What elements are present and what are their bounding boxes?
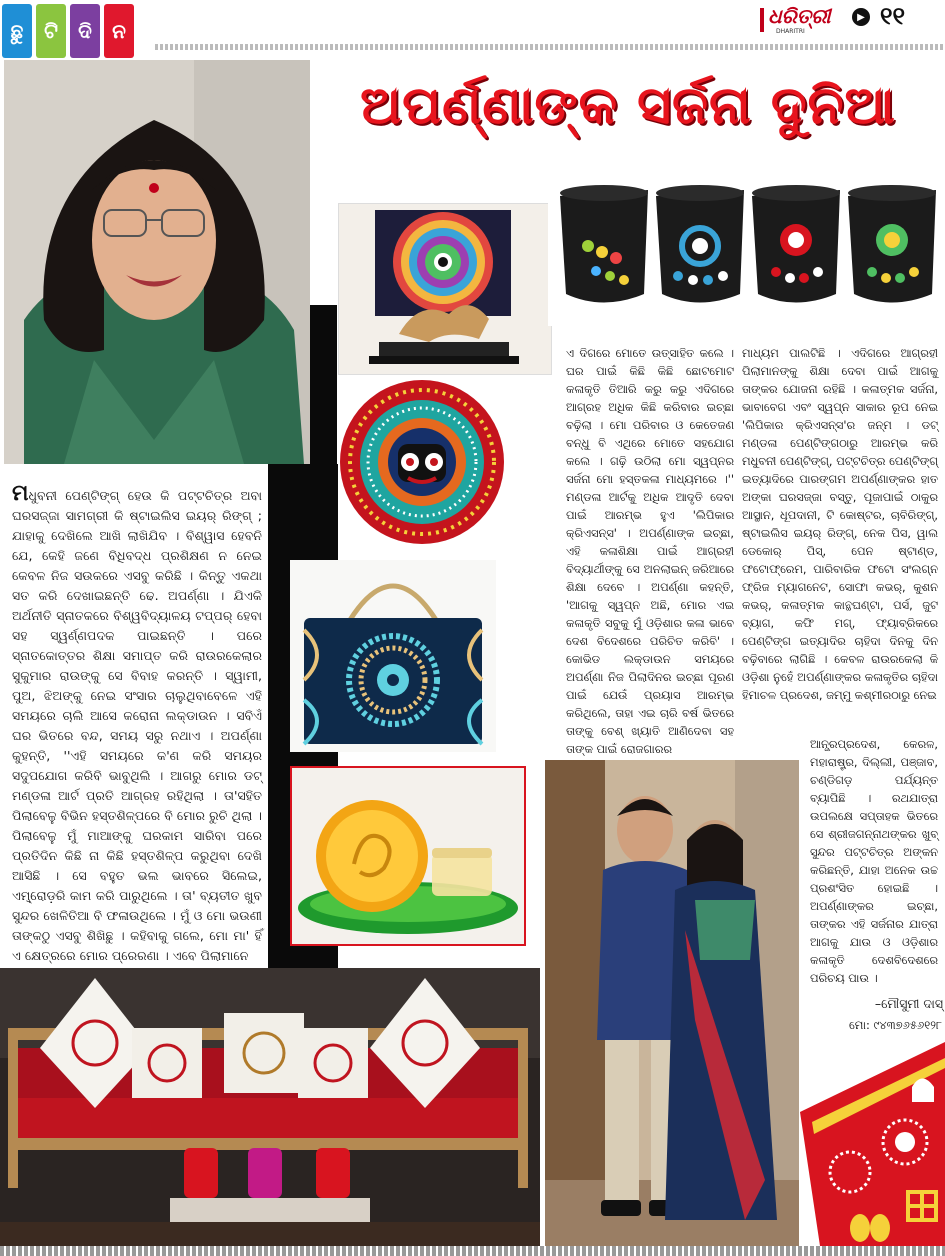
section-tab-3: ଦି (70, 4, 100, 58)
resin-tray-illustration (292, 768, 524, 944)
middle-column (566, 344, 734, 758)
couple-photo (545, 760, 799, 1246)
right-column (742, 344, 938, 704)
brand-mark (760, 8, 764, 32)
portrait-illustration (4, 60, 310, 464)
header-stripe (155, 44, 945, 50)
byline-author: –ମୌସୁମୀ ଦାସ୍ (874, 996, 943, 1011)
lower-right-column (810, 735, 938, 987)
middle-column-text: ଏ ଦିଗରେ ମୋତେ ଉତ୍ସାହିତ କଲେ । ଘର ପାଇଁ କିଛି କିଛି ଛୋଟମୋଟ କଳାକୃତି ତିଆରି କରୁ କରୁ ଏଦିଗରେ ଆଗ୍ରହ ଅଧିକ କିଛି କରିବାର ଇଚ୍ଛା ବଢ଼ିଲା । ମୋ ପରିବାର ଓ କେତେଜଣ ବନ୍ଧୁ ବି ଏଥିରେ ମୋତେ ସହଯୋଗ କଲେ । ଗଢ଼ି ଉଠିଲା ମୋ ସ୍ୱପ୍ନର ସର୍ଜନା ମୋ ହସ୍ତକଳା ମାଧ୍ୟମରେ ।'' ମଣ୍ଡଳା ଆର୍ଟକୁ ଅଧିକ ଆଦୃତି ଦେବା ପାଇଁ ଆରମ୍ଭ ହୁଏ 'ଲିପିକାର କ୍ରିଏସନ୍ସ' । ଅପର୍ଣ୍ଣାଙ୍କ ଇଚ୍ଛା, ଏହି କଳାଶିକ୍ଷା ପାଇଁ ଆଗ୍ରହୀ ବିଦ୍ୟାର୍ଥୀଙ୍କୁ ସେ ଅନଲାଇନ୍ ଜରିଆରେ ଶିକ୍ଷା ଦେବେ । ଅପର୍ଣ୍ଣା କହନ୍ତି, 'ଆଗକୁ ସ୍ୱପ୍ନ ଅଛି, ମୋର ଏଇ କଳାକୃତି ସବୁକୁ ମୁଁ ଓଡ଼ିଶାର କଳା ଭାବେ ଦେଶ ବିଦେଶରେ ପରିଚିତ କରିବି' । କୋଭିଡ ଲକ୍ଡାଉନ ସମୟରେ ଅପର୍ଣ୍ଣା ନିଜ ପିଲାଦିନର ଇଚ୍ଛା ପୂରଣ ପାଇଁ ଯେଉଁ ପ୍ରୟାସ ଆରମ୍ଭ କରିଥିଲେ, ତାହା ଏଇ ଚାରି ବର୍ଷ ଭିତରେ ତାଙ୍କୁ ବେଶ୍ ଖ୍ୟାତି ଆଣିଦେବା ସହ ତାଙ୍କ ପାଇଁ ରୋଜଗାରର (566, 346, 734, 756)
drop-cap: ମ (12, 481, 29, 506)
alpona-fabric-illustration (800, 1042, 945, 1246)
brand-logo: ଧରିତ୍ରୀ (768, 4, 831, 28)
section-tab-2: ଟି (36, 4, 66, 58)
resin-tray-photo (290, 766, 526, 946)
page-number: ୧୧ (880, 2, 906, 30)
left-column (12, 481, 262, 966)
mandala-wallart-illustration (339, 204, 551, 374)
section-tab-4: ନ (104, 4, 134, 58)
headline: ଅପର୍ଣ୍ଣାଙ୍କ ସର୍ଜନା ଦୁନିଆ (360, 76, 896, 136)
right-column-text: ମାଧ୍ୟମ ପାଲଟିଛି । ଏଦିଗରେ ଆଗ୍ରହୀ ପିଲାମାନଙ୍କୁ ଶିକ୍ଷା ଦେବା ପାଇଁ ଆଗକୁ ତାଙ୍କର ଯୋଜନା ରହିଛି । କଳାତ୍ମକ ସର୍ଜନା, ଭାବାବେଗ ଏବଂ ସ୍ୱପ୍ନ ସାକାର ରୂପ ନେଇ 'ଲିପିକାର କ୍ରିଏସନ୍ସ'ର ଜନ୍ମ । ଡଟ୍ ମଣ୍ଡଳା ପେଣ୍ଟିଙ୍ଗଠାରୁ ଆରମ୍ଭ କରି ମଧୁବନୀ ପେଣ୍ଟିଙ୍ଗ୍, ପଟ୍ଟଚିତ୍ର ପେଣ୍ଟିଙ୍ଗ୍ ଇତ୍ୟାଦିରେ ପାରଙ୍ଗମ ଅପର୍ଣ୍ଣାଙ୍କର ହାତ ଅଙ୍କା ଘରସଜ୍ଜା ବସ୍ତୁ, ପୂଜାପାଇଁ ଠାକୁର ଆସ୍ଥାନ, ଧୂପଦାନୀ, ଟି କୋଷ୍ଟର, ଚାବିରିଙ୍ଗ୍, ଷ୍ଟାଇଲିସ ଇୟର୍ ରିଙ୍ଗ୍, ନେକ ପିସ, ୱାଲ ଡେକୋର୍ ପିସ୍, ପେନ ଷ୍ଟାଣ୍ଡ, ଫଟୋଫ୍ରେମ, ପାରିବାରିକ ଫଟୋ ସଂଲଗ୍ନ ଫ୍ରିଜ ମ୍ୟାଗନେଟ, ସୋଫା କଭର୍, କୁଶନ କଭର୍, କଳାତ୍ମକ କାନ୍ଥଘଣ୍ଟା, ପର୍ସ, ଜୁଟ ବ୍ୟାଗ, କଫି ମଗ୍, ଫ୍ୟାବ୍ରିକରେ ପେଣ୍ଟିଙ୍ଗ ଇତ୍ୟାଦିର ଚାହିଦା ଦିନକୁ ଦିନ ବଢ଼ିବାରେ ଲାଗିଛି । କେବଳ ରାଉରକେଲା କି ଓଡ଼ିଶା ନୁହେଁ ଅପର୍ଣ୍ଣାଙ୍କର କଳାକୃତିର ଚାହିଦା ହିମାଚଳ ପ୍ରଦେଶ, ଜମ୍ମୁ କଶ୍ମୀରଠାରୁ ନେଇ (742, 346, 938, 702)
jagannath-mandala-illustration (338, 378, 506, 546)
left-column-text: ଧୁବନୀ ପେଣ୍ଟିଙ୍ଗ୍ ହେଉ କି ପଟ୍ଟଚିତ୍ର ଅବା ଘରସଜ୍ଜା ସାମଗ୍ରୀ କି ଷ୍ଟାଇଲିସ ଇୟର୍ ରିଙ୍ଗ୍ ; ଯାହାକୁ ଦେଖିଲେ ଆଖି ଲାଖିଯିବ । ବିଶ୍ୱାସ ହେବନି ଯେ, କେହି ଜଣେ ବିଧିବଦ୍ଧ ପ୍ରଶିକ୍ଷଣ ନ ନେଇ କେବଳ ନିଜ ସଉକରେ ଏସବୁ କରିଛି । କିନ୍ତୁ ଏକଥା ସତ କରି ଦେଖାଇଛନ୍ତି ଢେ. ଅପର୍ଣ୍ଣା । ଯିଏକି ଅର୍ଥନୀତି ସ୍ନାତକରେ ବିଶ୍ୱବିଦ୍ୟାଳୟ ଟପ୍ପର୍ ହେବା ସହ ସ୍ୱର୍ଣ୍ଣପଦକ ପାଇଛନ୍ତି । ପରେ ସ୍ନାତକୋତ୍ତର ଶିକ୍ଷା ସମାପ୍ତ କରି ରାଉରକେଲାର ସୁକୁମାର ରାଉଙ୍କୁ ସେ ବିବାହ କରନ୍ତି । ସ୍ୱାମୀ, ପୁଅ, ଝିଅଙ୍କୁ ନେଇ ସଂସାର ଚାଲୁଥିବାବେଳେ ଏହି ସମୟରେ ଚାଲି ଆସେ କରୋନା ଲକ୍ଡାଉନ । ସବିଏଁ ଘର ଭିତରେ ବନ୍ଦ, ସମୟ ସରୁ ନଥାଏ । ଅପର୍ଣ୍ଣା କୁହନ୍ତି, ''ଏହି ସମୟରେ କ'ଣ କରି ସମୟର ସଦୁପଯୋଗ କରିବି ଭାବୁଥିଲି । ଆଗରୁ ମୋର ଡଟ୍ ମଣ୍ଡଳା ଆର୍ଟ ପ୍ରତି ଆଗ୍ରହ ରହିଥିଲା । ତା'ସହିତ ପିଲାବେଳୁ ବିଭିନ ହସ୍ତଶିଳ୍ପରେ ବି ମୋର ରୁଚି ଥିଲା । ପିଲାବେଳୁ ମୁଁ ମାଆଙ୍କୁ ଘରକାମ ସାରିବା ପରେ ପ୍ରତିଦିନ କିଛି ନା କିଛି ହସ୍ତଶିଳ୍ପ କରୁଥିବା ଦେଖି ଆସିଛି । ସେ ବହୁତ ଭଲ ଭାବରେ ସିଲେଇ, ଏମ୍ବ୍ରୋଡ଼ରି କାମ କରି ପାରୁଥିଲେ । ତା' ବ୍ୟତୀତ ଖୁବ ସୁନ୍ଦର ଖେଳିତିଆ ବି ଫଳାଉଥିଲେ । ମୁଁ ଓ ମୋ ଭଉଣୀ ତାଙ୍କଠୁ ଏସବୁ ଶିଖିଛୁ । କହିବାକୁ ଗଲେ, ମୋ ମା' ହିଁ ଏ କ୍ଷେତ୍ରରେ ମୋର ପ୍ରେରଣା । ଏବେ ପିଲାମାନେ (12, 488, 262, 963)
mandala-wallart-photo (338, 203, 552, 375)
byline-phone: ମୋ: ୯୪୩୭୬୫୬୧୨୮ (848, 1018, 942, 1032)
purse-photo (290, 560, 496, 752)
mugs-photo (548, 176, 940, 326)
section-tab-1: ଛୁ (2, 4, 32, 58)
cushions-illustration (0, 968, 540, 1246)
cushions-photo (0, 968, 540, 1246)
brand-sub: DHARITRI (776, 28, 805, 35)
jagannath-mandala-photo (338, 378, 506, 546)
portrait-photo (4, 60, 310, 464)
purse-illustration (290, 560, 496, 752)
alpona-fabric-photo (800, 1042, 945, 1246)
lower-right-column-text: ଆନ୍ଧ୍ରପ୍ରଦେଶ, କେରଳ, ମହାରାଷ୍ଟ୍ର, ଦିଲ୍ଲୀ, ପଞ୍ଜାବ, ଚଣ୍ଡିଗଡ଼ ପର୍ଯ୍ୟନ୍ତ ବ୍ୟାପିଛି । ରଥଯାତ୍ରା ଉପଲକ୍ଷେ ସପ୍ତାହକ ଭିତରେ ସେ ଶ୍ରୀଜଗନ୍ନାଥଙ୍କର ଖୁବ୍ ସୁନ୍ଦର ପଟ୍ଟଚିତ୍ର ଅଙ୍କନ କରିଛନ୍ତି, ଯାହା ଅନେକ ଉଚ୍ଚ ପ୍ରଶଂସିତ ହୋଇଛି । ଅପର୍ଣ୍ଣାଙ୍କର ଇଚ୍ଛା, ତାଙ୍କର ଏହି ସର୍ଜନାର ଯାତ୍ରା ଆଗକୁ ଯାଉ ଓ ଓଡ଼ିଶାର କଳାକୃତି ଦେଶବିଦେଶରେ ପରିଚୟ ପାଉ । (810, 737, 938, 985)
footer-stripe (0, 1246, 945, 1256)
mugs-illustration (548, 176, 940, 326)
couple-illustration (545, 760, 799, 1246)
play-icon: ▶ (852, 8, 870, 26)
